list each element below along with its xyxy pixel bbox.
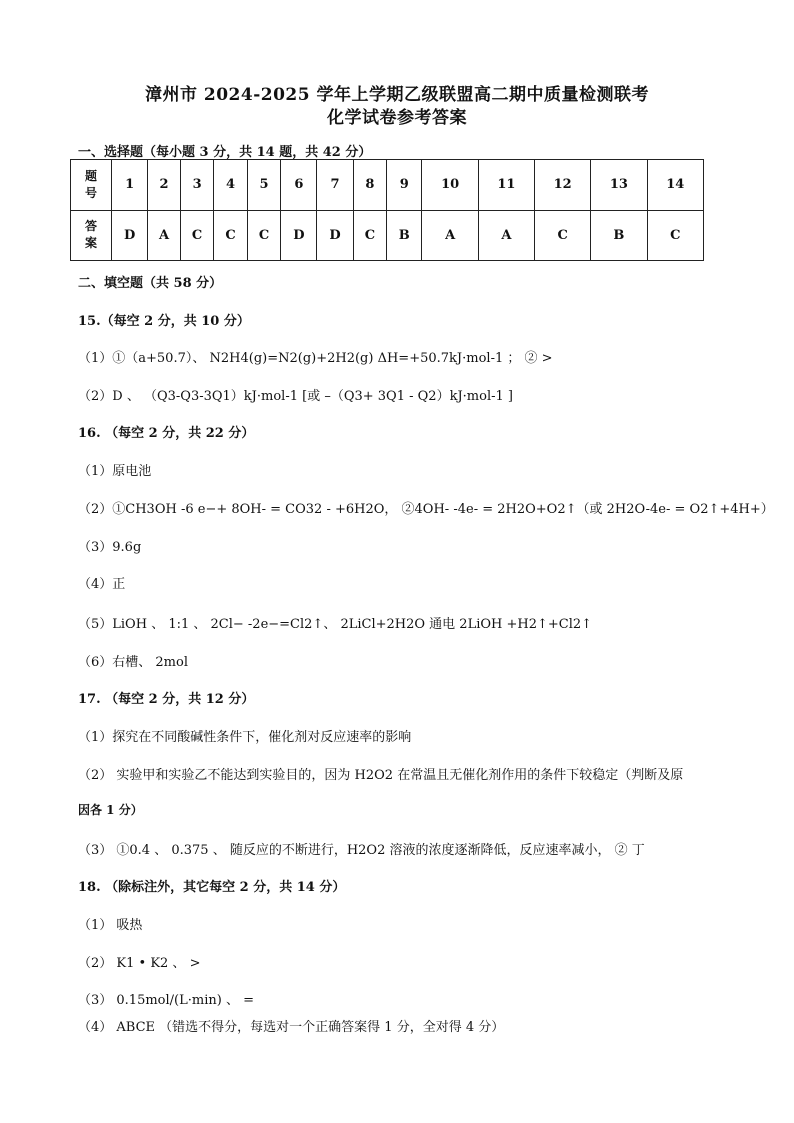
table-cell-number: 9 <box>387 160 422 211</box>
table-cell-number: 10 <box>422 160 478 211</box>
table-cell-number: 7 <box>317 160 353 211</box>
table-cell-answer: C <box>647 210 703 261</box>
q17-answer-3: （3） ①0.4 、 0.375 、 随反应的不断进行，H2O2 溶液的浓度逐渐降低，反应速率减小， ② 丁 <box>78 843 645 858</box>
table-cell-answer: A <box>422 210 478 261</box>
q18-heading: 18. （除标注外，其它每空 2 分，共 14 分） <box>78 880 346 895</box>
q18-answer-2: （2） K1 • K2 、 > <box>78 956 201 971</box>
answer-table <box>70 159 704 261</box>
section2-heading: 二、填空题（共 58 分） <box>78 276 223 291</box>
section1-heading: 一、选择题（每小题 3 分，共 14 题，共 42 分） <box>78 145 372 160</box>
table-cell-answer: D <box>281 210 317 261</box>
row-header-number: 题 号 <box>71 160 112 211</box>
q16-answer-5: （5）LiOH 、 1:1 、 2Cl− -2e−=Cl2↑、 2LiCl+2H2O 通电 2LiOH +H2↑+Cl2↑ <box>78 617 593 632</box>
table-cell-number: 4 <box>214 160 247 211</box>
q16-answer-2: （2）①CH3OH -6 e−+ 8OH- = CO32 - +6H2O， ②4OH- -4e- = 2H2O+O2↑（或 2H2O-4e- = O2↑+4H+） <box>78 502 774 517</box>
table-cell-answer: D <box>112 210 148 261</box>
table-cell-answer: D <box>317 210 353 261</box>
table-cell-answer: B <box>387 210 422 261</box>
q17-answer-2: （2） 实验甲和实验乙不能达到实验目的，因为 H2O2 在常温且无催化剂作用的条件下较稳定（判断及原 <box>78 768 684 783</box>
table-cell-number: 12 <box>535 160 591 211</box>
table-cell-number: 6 <box>281 160 317 211</box>
table-cell-number: 2 <box>148 160 181 211</box>
q15-heading: 15.（每空 2 分，共 10 分） <box>78 314 250 329</box>
q16-answer-3: （3）9.6g <box>78 540 142 555</box>
row-header-answer: 答 案 <box>71 210 112 261</box>
q15-answer-2: （2）D 、 （Q3-Q3-3Q1）kJ·mol-1 [或 –（Q3+ 3Q1 - Q2）kJ·mol-1 ] <box>78 389 513 404</box>
table-cell-answer: C <box>214 210 247 261</box>
q15-answer-1: （1）①（a+50.7）、 N2H4(g)=N2(g)+2H2(g) ΔH=+50.7kJ·mol-1 ； ② > <box>78 351 553 366</box>
table-cell-number: 1 <box>112 160 148 211</box>
table-cell-answer: A <box>148 210 181 261</box>
q18-answer-3: （3） 0.15mol/(L·min) 、 = <box>78 993 254 1008</box>
q16-answer-6: （6）右槽、 2mol <box>78 655 188 670</box>
table-cell-answer: C <box>180 210 213 261</box>
document-title: 漳州市 2024-2025 学年上学期乙级联盟高二期中质量检测联考 <box>144 85 650 105</box>
table-cell-answer: A <box>478 210 534 261</box>
table-cell-number: 3 <box>180 160 213 211</box>
table-cell-number: 13 <box>591 160 647 211</box>
table-cell-number: 8 <box>353 160 386 211</box>
table-cell-answer: C <box>535 210 591 261</box>
table-row-answers <box>71 210 704 261</box>
q16-heading: 16. （每空 2 分，共 22 分） <box>78 426 255 441</box>
q17-answer-1: （1）探究在不同酸碱性条件下，催化剂对反应速率的影响 <box>78 730 412 745</box>
table-cell-answer: C <box>353 210 386 261</box>
table-cell-number: 11 <box>478 160 534 211</box>
q17-heading: 17. （每空 2 分，共 12 分） <box>78 692 255 707</box>
q17-answer-2-continued: 因各 1 分） <box>78 803 143 817</box>
table-cell-number: 5 <box>247 160 280 211</box>
table-cell-answer: C <box>247 210 280 261</box>
table-cell-answer: B <box>591 210 647 261</box>
document-subtitle: 化学试卷参考答案 <box>327 108 467 128</box>
table-cell-number: 14 <box>647 160 703 211</box>
q18-answer-4: （4） ABCE （错选不得分，每选对一个正确答案得 1 分，全对得 4 分） <box>78 1020 505 1035</box>
q16-answer-1: （1）原电池 <box>78 464 152 479</box>
q18-answer-1: （1） 吸热 <box>78 918 143 933</box>
table-row-numbers <box>71 160 704 211</box>
q16-answer-4: （4）正 <box>78 577 126 592</box>
